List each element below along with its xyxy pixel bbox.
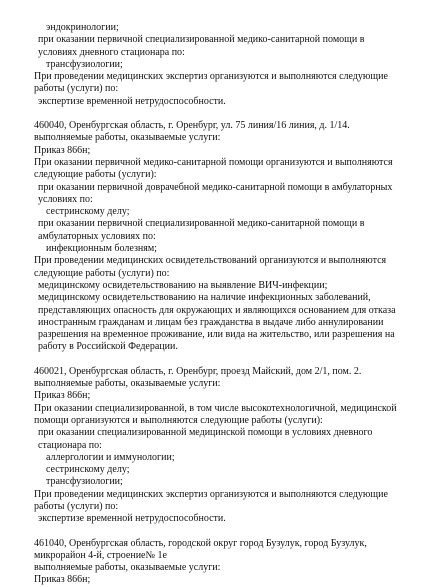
- address-line: 460021, Оренбургская область, г. Оренбург, проезд Майский, дом 2/1, пом. 2.: [34, 365, 362, 377]
- text-line: При проведении медицинских экспертиз организуются и выполняются следующие работы (услуги) по:: [34, 488, 388, 512]
- address-block: [34, 538, 404, 587]
- document-page: [34, 22, 404, 587]
- text-line: при оказании первичной доврачебной медико-санитарной помощи в амбулаторных условиях по:: [38, 181, 393, 205]
- text-line: При проведении медицинских экспертиз организуются и выполняются следующие работы (услуги) по:: [34, 71, 388, 95]
- order-line: Приказ 866н;: [34, 144, 91, 156]
- text-line: выполняемые работы, оказываемые услуги:: [34, 378, 221, 390]
- text-block: [34, 22, 404, 108]
- text-line: аллергологии и иммунологии;: [46, 451, 175, 463]
- text-line: При оказании первичной медико-санитарной помощи организуются и выполняются следующие работы (услуги):: [34, 156, 393, 181]
- order-line: Приказ 866н;: [34, 390, 91, 402]
- text-line: трансфузиологии;: [46, 58, 123, 70]
- text-line: экспертизе временной нетрудоспособности.: [38, 95, 226, 107]
- address-block: [34, 366, 404, 526]
- text-line: медицинскому освидетельствованию на наличие инфекционных заболеваний, представляющих опасность для окружающих и являющихся основанием для отказа иностранным гражданам и лицам без гражданства в выдаче либо аннулировании разрешения на временное проживание, или вида на жительство, или разрешения на работу в Российской Федерации.: [38, 292, 396, 353]
- address-block: [34, 120, 404, 354]
- text-line: при оказании первичной специализированной медико-санитарной помощи в амбулаторных условиях по:: [38, 218, 365, 242]
- text-line: сестринскому делу;: [46, 206, 130, 218]
- text-line: При проведении медицинских освидетельствований организуются и выполняются следующие работы (услуги) по:: [34, 255, 387, 279]
- text-line: инфекционным болезням;: [46, 243, 157, 255]
- text-line: при оказании специализированной медицинской помощи в условиях дневного стационара по:: [38, 427, 373, 451]
- text-line: сестринскому делу;: [46, 464, 130, 476]
- text-line: выполняемые работы, оказываемые услуги:: [34, 132, 221, 144]
- text-line: при оказании первичной специализированной медико-санитарной помощи в условиях дневного стационара по:: [38, 34, 365, 58]
- text-line: трансфузиологии;: [46, 476, 123, 488]
- order-line: Приказ 866н;: [34, 574, 91, 586]
- text-line: При оказании специализированной, в том числе высокотехнологичной, медицинской помощи организуются и выполняются следующие работы (услуги):: [34, 402, 397, 426]
- address-line: 460040, Оренбургская область, г. Оренбург, ул. 75 линия/16 линия, д. 1/14.: [34, 120, 350, 132]
- text-line: эндокринологии;: [46, 22, 119, 33]
- text-line: экспертизе временной нетрудоспособности.: [38, 513, 226, 525]
- text-line: выполняемые работы, оказываемые услуги:: [34, 562, 221, 574]
- text-line: медицинскому освидетельствованию на выявление ВИЧ-инфекции;: [38, 279, 328, 291]
- address-line: 461040, Оренбургская область, городской округ город Бузулук, город Бузулук, микрорайон 4-й, строение№ 1е: [34, 537, 367, 561]
